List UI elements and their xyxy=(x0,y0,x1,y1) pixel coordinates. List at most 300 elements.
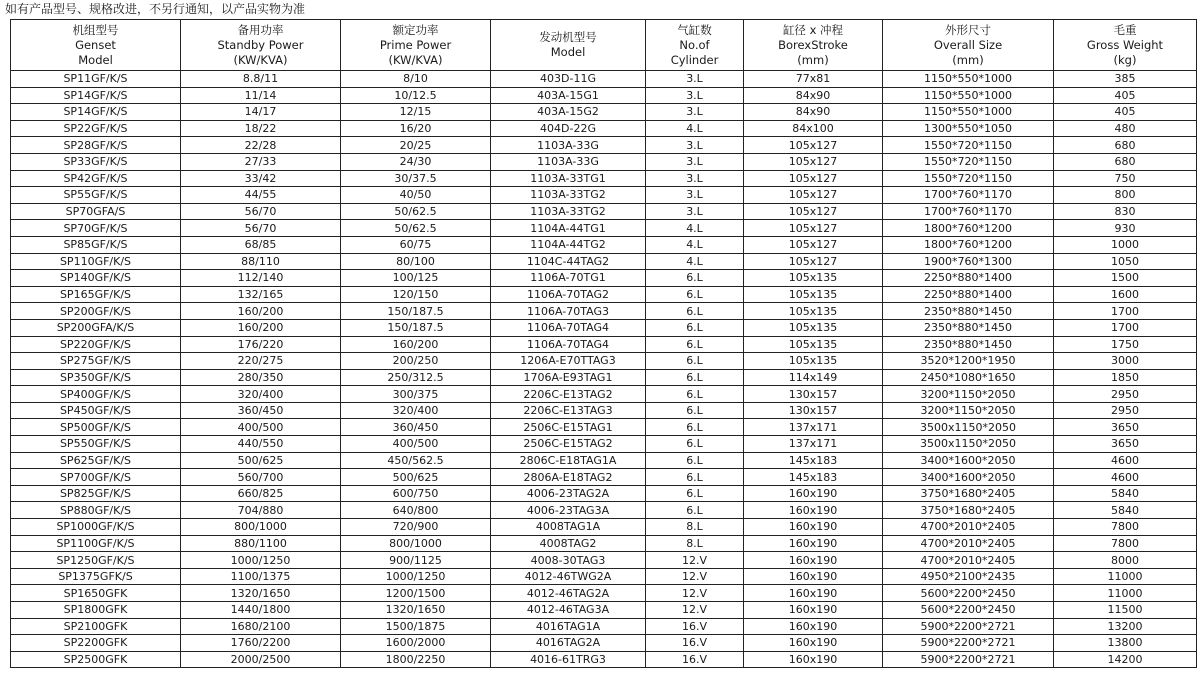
table-row xyxy=(11,71,1197,88)
cell-prime-power: 100/125 xyxy=(341,270,491,287)
table-row xyxy=(11,153,1197,170)
cell-cylinder-count: 4.L xyxy=(646,236,744,253)
cell-gross-weight: 5840 xyxy=(1054,502,1197,519)
cell-prime-power: 720/900 xyxy=(341,519,491,536)
cell-cylinder-count: 4.L xyxy=(646,120,744,137)
cell-cylinder-count: 6.L xyxy=(646,419,744,436)
cell-overall-size: 3400*1600*2050 xyxy=(883,469,1054,486)
cell-standby-power: 44/55 xyxy=(181,187,341,204)
cell-standby-power: 220/275 xyxy=(181,353,341,370)
table-row xyxy=(11,535,1197,552)
cell-prime-power: 360/450 xyxy=(341,419,491,436)
cell-standby-power: 68/85 xyxy=(181,236,341,253)
header-overall-size xyxy=(883,20,1054,71)
cell-gross-weight: 3000 xyxy=(1054,353,1197,370)
header-cylinder-count xyxy=(646,20,744,71)
cell-standby-power: 18/22 xyxy=(181,120,341,137)
cell-engine-model: 1106A-70TAG3 xyxy=(491,303,646,320)
header-line: 备用功率 xyxy=(237,22,284,37)
cell-gross-weight: 1600 xyxy=(1054,286,1197,303)
cell-cylinder-count: 3.L xyxy=(646,87,744,104)
cell-prime-power: 60/75 xyxy=(341,236,491,253)
cell-gross-weight: 11000 xyxy=(1054,568,1197,585)
cell-gross-weight: 1700 xyxy=(1054,319,1197,336)
cell-overall-size: 1900*760*1300 xyxy=(883,253,1054,270)
cell-genset-model: SP55GF/K/S xyxy=(11,187,181,204)
header-bore-stroke xyxy=(744,20,883,71)
cell-standby-power: 56/70 xyxy=(181,220,341,237)
cell-engine-model: 1103A-33TG2 xyxy=(491,187,646,204)
cell-overall-size: 4700*2010*2405 xyxy=(883,519,1054,536)
header-line: (KW/KVA) xyxy=(388,52,443,67)
table-row xyxy=(11,353,1197,370)
header-line: (mm) xyxy=(952,52,984,67)
cell-cylinder-count: 6.L xyxy=(646,353,744,370)
cell-cylinder-count: 3.L xyxy=(646,71,744,88)
cell-engine-model: 1706A-E93TAG1 xyxy=(491,369,646,386)
cell-overall-size: 1150*550*1000 xyxy=(883,104,1054,121)
cell-engine-model: 4012-46TAG2A xyxy=(491,585,646,602)
table-row xyxy=(11,137,1197,154)
cell-engine-model: 1106A-70TG1 xyxy=(491,270,646,287)
table-row xyxy=(11,485,1197,502)
cell-gross-weight: 480 xyxy=(1054,120,1197,137)
cell-standby-power: 11/14 xyxy=(181,87,341,104)
cell-genset-model: SP400GF/K/S xyxy=(11,386,181,403)
table-row xyxy=(11,236,1197,253)
cell-cylinder-count: 6.L xyxy=(646,502,744,519)
cell-gross-weight: 4600 xyxy=(1054,469,1197,486)
cell-engine-model: 2806A-E18TAG2 xyxy=(491,469,646,486)
cell-cylinder-count: 3.L xyxy=(646,153,744,170)
table-row xyxy=(11,170,1197,187)
cell-cylinder-count: 12.V xyxy=(646,568,744,585)
cell-prime-power: 120/150 xyxy=(341,286,491,303)
cell-cylinder-count: 6.L xyxy=(646,336,744,353)
cell-standby-power: 160/200 xyxy=(181,319,341,336)
cell-bore-stroke: 160x190 xyxy=(744,485,883,502)
cell-engine-model: 4008TAG2 xyxy=(491,535,646,552)
cell-genset-model: SP14GF/K/S xyxy=(11,87,181,104)
cell-prime-power: 600/750 xyxy=(341,485,491,502)
cell-standby-power: 176/220 xyxy=(181,336,341,353)
cell-engine-model: 2506C-E15TAG1 xyxy=(491,419,646,436)
cell-bore-stroke: 77x81 xyxy=(744,71,883,88)
cell-genset-model: SP2500GFK xyxy=(11,651,181,668)
cell-prime-power: 1320/1650 xyxy=(341,602,491,619)
header-genset-model xyxy=(11,20,181,71)
cell-bore-stroke: 105x135 xyxy=(744,319,883,336)
cell-gross-weight: 11500 xyxy=(1054,602,1197,619)
cell-prime-power: 1200/1500 xyxy=(341,585,491,602)
cell-engine-model: 1206A-E70TTAG3 xyxy=(491,353,646,370)
cell-engine-model: 1104A-44TG1 xyxy=(491,220,646,237)
table-row xyxy=(11,519,1197,536)
cell-bore-stroke: 105x127 xyxy=(744,137,883,154)
cell-cylinder-count: 6.L xyxy=(646,485,744,502)
cell-gross-weight: 14200 xyxy=(1054,651,1197,668)
cell-cylinder-count: 3.L xyxy=(646,104,744,121)
cell-bore-stroke: 137x171 xyxy=(744,436,883,453)
cell-overall-size: 4950*2100*2435 xyxy=(883,568,1054,585)
cell-cylinder-count: 8.L xyxy=(646,519,744,536)
cell-prime-power: 12/15 xyxy=(341,104,491,121)
cell-gross-weight: 13200 xyxy=(1054,618,1197,635)
cell-genset-model: SP140GF/K/S xyxy=(11,270,181,287)
cell-genset-model: SP165GF/K/S xyxy=(11,286,181,303)
cell-overall-size: 3750*1680*2405 xyxy=(883,502,1054,519)
cell-cylinder-count: 8.L xyxy=(646,535,744,552)
cell-gross-weight: 13800 xyxy=(1054,635,1197,652)
cell-genset-model: SP110GF/K/S xyxy=(11,253,181,270)
header-engine-model xyxy=(491,20,646,71)
cell-cylinder-count: 3.L xyxy=(646,137,744,154)
cell-gross-weight: 3650 xyxy=(1054,436,1197,453)
cell-engine-model: 1104A-44TG2 xyxy=(491,236,646,253)
cell-bore-stroke: 105x127 xyxy=(744,220,883,237)
cell-overall-size: 3200*1150*2050 xyxy=(883,386,1054,403)
header-line: (mm) xyxy=(797,52,829,67)
cell-engine-model: 1106A-70TAG4 xyxy=(491,336,646,353)
cell-standby-power: 22/28 xyxy=(181,137,341,154)
cell-prime-power: 30/37.5 xyxy=(341,170,491,187)
cell-bore-stroke: 105x127 xyxy=(744,170,883,187)
cell-genset-model: SP70GF/K/S xyxy=(11,220,181,237)
cell-gross-weight: 1850 xyxy=(1054,369,1197,386)
cell-bore-stroke: 105x127 xyxy=(744,203,883,220)
cell-overall-size: 2350*880*1450 xyxy=(883,303,1054,320)
cell-standby-power: 33/42 xyxy=(181,170,341,187)
cell-gross-weight: 1700 xyxy=(1054,303,1197,320)
cell-overall-size: 3200*1150*2050 xyxy=(883,402,1054,419)
cell-genset-model: SP1000GF/K/S xyxy=(11,519,181,536)
table-row xyxy=(11,618,1197,635)
cell-cylinder-count: 6.L xyxy=(646,303,744,320)
cell-engine-model: 2506C-E15TAG2 xyxy=(491,436,646,453)
cell-standby-power: 400/500 xyxy=(181,419,341,436)
cell-standby-power: 160/200 xyxy=(181,303,341,320)
cell-cylinder-count: 6.L xyxy=(646,369,744,386)
cell-gross-weight: 7800 xyxy=(1054,519,1197,536)
cell-standby-power: 800/1000 xyxy=(181,519,341,536)
header-line: Standby Power xyxy=(217,37,304,52)
cell-bore-stroke: 160x190 xyxy=(744,585,883,602)
cell-bore-stroke: 105x135 xyxy=(744,303,883,320)
cell-genset-model: SP28GF/K/S xyxy=(11,137,181,154)
cell-gross-weight: 385 xyxy=(1054,71,1197,88)
cell-standby-power: 320/400 xyxy=(181,386,341,403)
cell-genset-model: SP625GF/K/S xyxy=(11,452,181,469)
table-row xyxy=(11,568,1197,585)
cell-prime-power: 20/25 xyxy=(341,137,491,154)
cell-cylinder-count: 6.L xyxy=(646,469,744,486)
cell-overall-size: 1550*720*1150 xyxy=(883,153,1054,170)
table-row xyxy=(11,436,1197,453)
cell-overall-size: 4700*2010*2405 xyxy=(883,535,1054,552)
header-line: Gross Weight xyxy=(1086,37,1164,52)
cell-bore-stroke: 84x90 xyxy=(744,87,883,104)
cell-bore-stroke: 160x190 xyxy=(744,651,883,668)
cell-engine-model: 2806C-E18TAG1A xyxy=(491,452,646,469)
cell-prime-power: 900/1125 xyxy=(341,552,491,569)
cell-genset-model: SP350GF/K/S xyxy=(11,369,181,386)
cell-bore-stroke: 130x157 xyxy=(744,402,883,419)
cell-gross-weight: 680 xyxy=(1054,153,1197,170)
genset-spec-table xyxy=(10,19,1197,668)
cell-prime-power: 320/400 xyxy=(341,402,491,419)
cell-engine-model: 4008-30TAG3 xyxy=(491,552,646,569)
table-row xyxy=(11,386,1197,403)
cell-overall-size: 1700*760*1170 xyxy=(883,187,1054,204)
cell-cylinder-count: 16.V xyxy=(646,618,744,635)
cell-prime-power: 40/50 xyxy=(341,187,491,204)
cell-genset-model: SP550GF/K/S xyxy=(11,436,181,453)
table-row xyxy=(11,452,1197,469)
cell-genset-model: SP825GF/K/S xyxy=(11,485,181,502)
cell-engine-model: 1103A-33TG2 xyxy=(491,203,646,220)
cell-cylinder-count: 6.L xyxy=(646,436,744,453)
cell-engine-model: 4012-46TAG3A xyxy=(491,602,646,619)
cell-gross-weight: 930 xyxy=(1054,220,1197,237)
cell-prime-power: 300/375 xyxy=(341,386,491,403)
cell-prime-power: 250/312.5 xyxy=(341,369,491,386)
cell-overall-size: 2250*880*1400 xyxy=(883,270,1054,287)
cell-engine-model: 1103A-33G xyxy=(491,153,646,170)
header-line: (kg) xyxy=(1113,52,1137,67)
table-row xyxy=(11,319,1197,336)
table-row xyxy=(11,585,1197,602)
cell-cylinder-count: 16.V xyxy=(646,651,744,668)
table-row xyxy=(11,303,1197,320)
cell-cylinder-count: 16.V xyxy=(646,635,744,652)
cell-overall-size: 4700*2010*2405 xyxy=(883,552,1054,569)
cell-engine-model: 1106A-70TAG2 xyxy=(491,286,646,303)
cell-overall-size: 1300*550*1050 xyxy=(883,120,1054,137)
header-line: 气缸数 xyxy=(677,22,712,37)
cell-gross-weight: 4600 xyxy=(1054,452,1197,469)
table-row xyxy=(11,502,1197,519)
cell-bore-stroke: 114x149 xyxy=(744,369,883,386)
cell-bore-stroke: 105x127 xyxy=(744,187,883,204)
cell-standby-power: 880/1100 xyxy=(181,535,341,552)
header-line: Prime Power xyxy=(379,37,452,52)
cell-genset-model: SP85GF/K/S xyxy=(11,236,181,253)
header-line: 发动机型号 xyxy=(539,30,597,44)
cell-standby-power: 8.8/11 xyxy=(181,71,341,88)
cell-cylinder-count: 4.L xyxy=(646,253,744,270)
cell-overall-size: 3400*1600*2050 xyxy=(883,452,1054,469)
cell-engine-model: 403A-15G1 xyxy=(491,87,646,104)
cell-genset-model: SP70GFA/S xyxy=(11,203,181,220)
cell-prime-power: 450/562.5 xyxy=(341,452,491,469)
cell-cylinder-count: 3.L xyxy=(646,170,744,187)
cell-bore-stroke: 105x135 xyxy=(744,286,883,303)
cell-overall-size: 3500x1150*2050 xyxy=(883,436,1054,453)
cell-overall-size: 3500x1150*2050 xyxy=(883,419,1054,436)
cell-overall-size: 1800*760*1200 xyxy=(883,236,1054,253)
header-line: No.of xyxy=(679,37,710,52)
header-line: Model xyxy=(78,52,113,67)
cell-bore-stroke: 160x190 xyxy=(744,535,883,552)
cell-engine-model: 4006-23TAG3A xyxy=(491,502,646,519)
table-row xyxy=(11,651,1197,668)
cell-standby-power: 1440/1800 xyxy=(181,602,341,619)
header-line: 外形尺寸 xyxy=(945,22,991,37)
cell-engine-model: 403D-11G xyxy=(491,71,646,88)
cell-overall-size: 2250*880*1400 xyxy=(883,286,1054,303)
table-row xyxy=(11,253,1197,270)
header-line: Overall Size xyxy=(933,37,1003,52)
table-row xyxy=(11,187,1197,204)
cell-standby-power: 112/140 xyxy=(181,270,341,287)
cell-overall-size: 5900*2200*2721 xyxy=(883,635,1054,652)
cell-gross-weight: 405 xyxy=(1054,87,1197,104)
cell-gross-weight: 2950 xyxy=(1054,386,1197,403)
table-row xyxy=(11,104,1197,121)
cell-cylinder-count: 6.L xyxy=(646,319,744,336)
cell-genset-model: SP200GFA/K/S xyxy=(11,319,181,336)
cell-overall-size: 1150*550*1000 xyxy=(883,87,1054,104)
cell-bore-stroke: 105x135 xyxy=(744,270,883,287)
cell-prime-power: 640/800 xyxy=(341,502,491,519)
header-line: (KW/KVA) xyxy=(233,52,288,67)
cell-overall-size: 2350*880*1450 xyxy=(883,336,1054,353)
cell-standby-power: 360/450 xyxy=(181,402,341,419)
header-gross-weight xyxy=(1054,20,1197,71)
cell-bore-stroke: 105x135 xyxy=(744,353,883,370)
header-line: Model xyxy=(550,45,586,59)
cell-standby-power: 500/625 xyxy=(181,452,341,469)
cell-genset-model: SP14GF/K/S xyxy=(11,104,181,121)
header-line: Genset xyxy=(75,37,116,52)
header-standby-power xyxy=(181,20,341,71)
cell-prime-power: 16/20 xyxy=(341,120,491,137)
cell-bore-stroke: 130x157 xyxy=(744,386,883,403)
cell-prime-power: 10/12.5 xyxy=(341,87,491,104)
cell-genset-model: SP1250GF/K/S xyxy=(11,552,181,569)
cell-engine-model: 4008TAG1A xyxy=(491,519,646,536)
cell-standby-power: 660/825 xyxy=(181,485,341,502)
cell-genset-model: SP1375GFK/S xyxy=(11,568,181,585)
cell-standby-power: 2000/2500 xyxy=(181,651,341,668)
cell-cylinder-count: 6.L xyxy=(646,286,744,303)
table-body xyxy=(11,71,1197,668)
cell-overall-size: 1800*760*1200 xyxy=(883,220,1054,237)
cell-prime-power: 50/62.5 xyxy=(341,220,491,237)
cell-standby-power: 27/33 xyxy=(181,153,341,170)
cell-prime-power: 150/187.5 xyxy=(341,319,491,336)
cell-gross-weight: 8000 xyxy=(1054,552,1197,569)
header-line: BorexStroke xyxy=(778,37,848,52)
cell-genset-model: SP450GF/K/S xyxy=(11,402,181,419)
cell-engine-model: 1103A-33G xyxy=(491,137,646,154)
cell-genset-model: SP22GF/K/S xyxy=(11,120,181,137)
cell-standby-power: 1680/2100 xyxy=(181,618,341,635)
cell-engine-model: 404D-22G xyxy=(491,120,646,137)
cell-overall-size: 3520*1200*1950 xyxy=(883,353,1054,370)
cell-prime-power: 1800/2250 xyxy=(341,651,491,668)
cell-gross-weight: 405 xyxy=(1054,104,1197,121)
table-row xyxy=(11,203,1197,220)
table-header-row xyxy=(11,20,1197,71)
header-line: 毛重 xyxy=(1113,22,1137,37)
cell-engine-model: 2206C-E13TAG2 xyxy=(491,386,646,403)
cell-standby-power: 1100/1375 xyxy=(181,568,341,585)
cell-engine-model: 1104C-44TAG2 xyxy=(491,253,646,270)
disclaimer-notice: 如有产品型号、规格改进，不另行通知，以产品实物为准 xyxy=(5,2,306,16)
cell-standby-power: 14/17 xyxy=(181,104,341,121)
cell-overall-size: 1150*550*1000 xyxy=(883,71,1054,88)
header-prime-power xyxy=(341,20,491,71)
cell-prime-power: 400/500 xyxy=(341,436,491,453)
cell-standby-power: 132/165 xyxy=(181,286,341,303)
cell-gross-weight: 1000 xyxy=(1054,236,1197,253)
cell-overall-size: 5600*2200*2450 xyxy=(883,585,1054,602)
cell-prime-power: 1500/1875 xyxy=(341,618,491,635)
cell-bore-stroke: 105x127 xyxy=(744,236,883,253)
cell-bore-stroke: 105x135 xyxy=(744,336,883,353)
cell-gross-weight: 11000 xyxy=(1054,585,1197,602)
cell-overall-size: 2350*880*1450 xyxy=(883,319,1054,336)
table-row xyxy=(11,469,1197,486)
cell-bore-stroke: 105x127 xyxy=(744,253,883,270)
cell-gross-weight: 7800 xyxy=(1054,535,1197,552)
cell-cylinder-count: 12.V xyxy=(646,585,744,602)
cell-standby-power: 1320/1650 xyxy=(181,585,341,602)
cell-engine-model: 2206C-E13TAG3 xyxy=(491,402,646,419)
table-row xyxy=(11,120,1197,137)
header-line: Cylinder xyxy=(670,52,719,67)
cell-prime-power: 1000/1250 xyxy=(341,568,491,585)
table-row xyxy=(11,220,1197,237)
cell-gross-weight: 1500 xyxy=(1054,270,1197,287)
cell-overall-size: 5600*2200*2450 xyxy=(883,602,1054,619)
table-row xyxy=(11,402,1197,419)
table-row xyxy=(11,419,1197,436)
cell-engine-model: 4016TAG2A xyxy=(491,635,646,652)
cell-gross-weight: 2950 xyxy=(1054,402,1197,419)
cell-genset-model: SP2100GFK xyxy=(11,618,181,635)
cell-prime-power: 150/187.5 xyxy=(341,303,491,320)
cell-overall-size: 1550*720*1150 xyxy=(883,137,1054,154)
cell-cylinder-count: 4.L xyxy=(646,220,744,237)
header-line: 缸径 x 冲程 xyxy=(782,22,844,37)
cell-cylinder-count: 12.V xyxy=(646,552,744,569)
cell-bore-stroke: 160x190 xyxy=(744,502,883,519)
table-row xyxy=(11,635,1197,652)
cell-genset-model: SP1100GF/K/S xyxy=(11,535,181,552)
cell-prime-power: 24/30 xyxy=(341,153,491,170)
cell-overall-size: 5900*2200*2721 xyxy=(883,651,1054,668)
cell-engine-model: 4016TAG1A xyxy=(491,618,646,635)
cell-standby-power: 88/110 xyxy=(181,253,341,270)
cell-engine-model: 4006-23TAG2A xyxy=(491,485,646,502)
cell-engine-model: 403A-15G2 xyxy=(491,104,646,121)
cell-standby-power: 440/550 xyxy=(181,436,341,453)
cell-gross-weight: 5840 xyxy=(1054,485,1197,502)
cell-prime-power: 8/10 xyxy=(341,71,491,88)
cell-bore-stroke: 160x190 xyxy=(744,635,883,652)
cell-prime-power: 800/1000 xyxy=(341,535,491,552)
cell-bore-stroke: 84x100 xyxy=(744,120,883,137)
table-row xyxy=(11,336,1197,353)
cell-overall-size: 5900*2200*2721 xyxy=(883,618,1054,635)
cell-cylinder-count: 12.V xyxy=(646,602,744,619)
cell-standby-power: 560/700 xyxy=(181,469,341,486)
cell-cylinder-count: 3.L xyxy=(646,187,744,204)
cell-bore-stroke: 160x190 xyxy=(744,552,883,569)
cell-bore-stroke: 145x183 xyxy=(744,452,883,469)
